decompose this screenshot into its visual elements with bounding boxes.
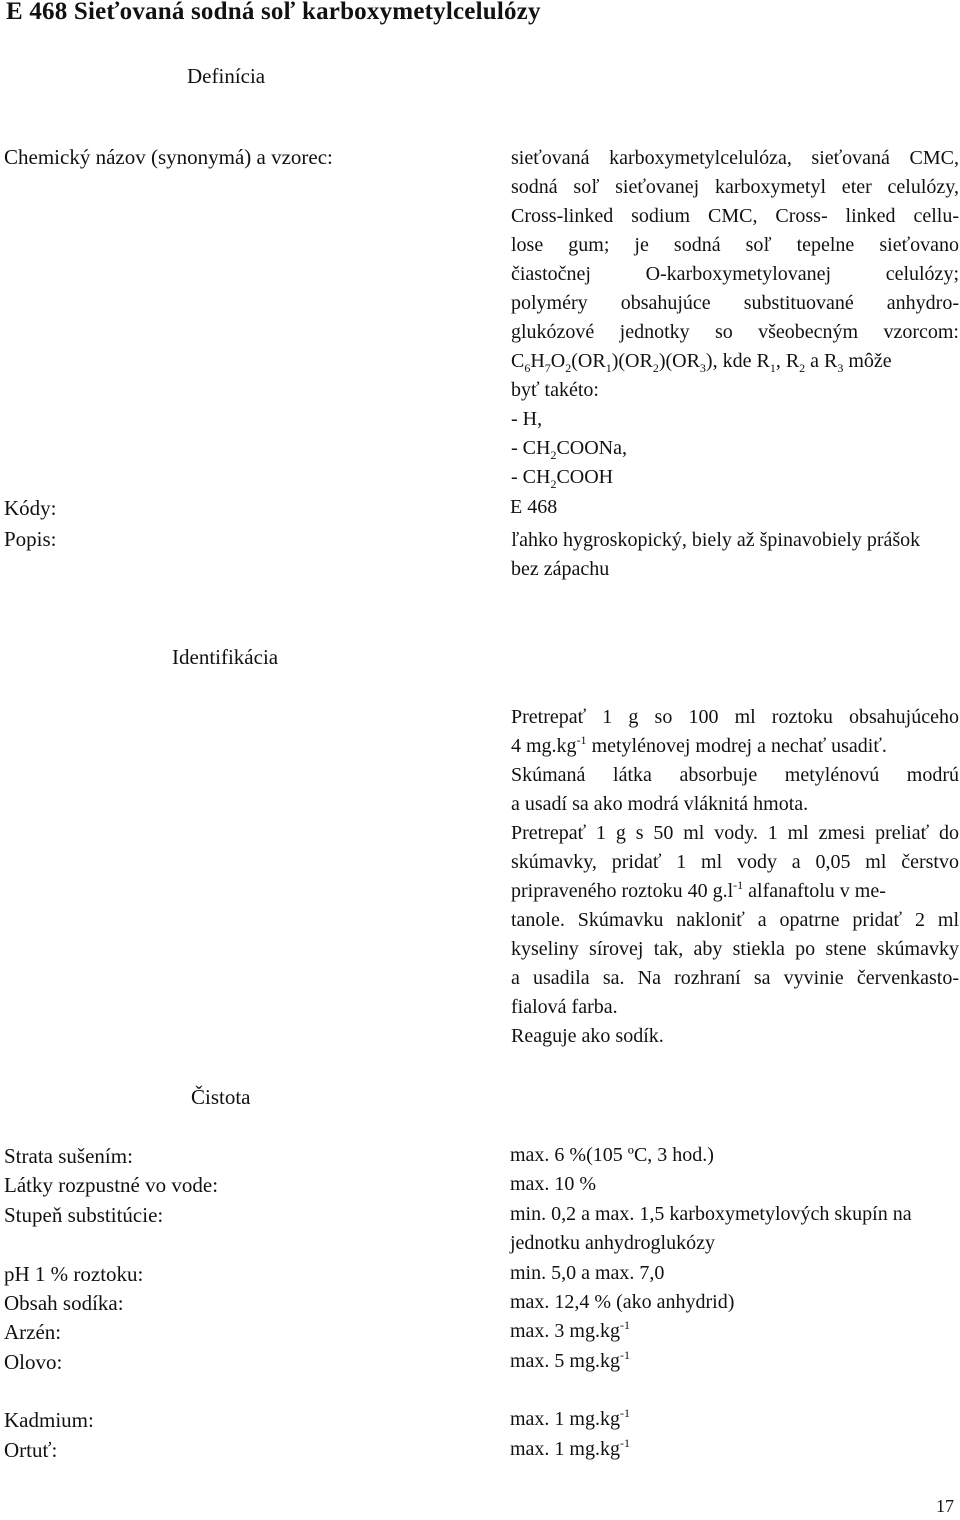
page-number: 17 bbox=[936, 1496, 954, 1516]
chemical-name-line: Cross-linked sodium CMC, Cross- linked cellu- bbox=[511, 205, 959, 227]
chemical-name-line: lose gum; je sodná soľ tepelne sieťovano bbox=[511, 234, 959, 256]
section-heading-cistota: Čistota bbox=[191, 1085, 251, 1109]
formula-continuation: byť takéto: bbox=[511, 379, 599, 401]
ph-label: pH 1 % roztoku: bbox=[4, 1262, 144, 1286]
section-heading-definicia: Definícia bbox=[187, 64, 266, 88]
cadmium-label: Kadmium: bbox=[4, 1408, 94, 1432]
substituent-group: - $CH_2COOH$ bbox=[511, 466, 614, 491]
lead-label: Olovo: bbox=[4, 1350, 63, 1374]
substitution-value: min. 0,2 a max. 1,5 karboxymetylových skupín na bbox=[510, 1203, 912, 1225]
chemical-name-label: Chemický názov (synonymá) a vzorec: bbox=[4, 145, 333, 169]
arsenic-label: Arzén: bbox=[4, 1320, 62, 1344]
ph-value: min. 5,0 a max. 7,0 bbox=[510, 1262, 665, 1284]
loss-on-drying-value: max. 6 %(105 ºC, 3 hod.) bbox=[510, 1144, 714, 1166]
substituent-group: - $CH_2COONa$, bbox=[511, 437, 627, 462]
description-line: ľahko hygroskopický, biely až špinavobiely prášok bbox=[511, 529, 921, 551]
cadmium-value: max. 1 $mg.kg^{-1}$ bbox=[510, 1406, 630, 1430]
identification-line: 4 $mg.kg^{-1}$ metylénovej modrej a nechať usadiť. bbox=[511, 733, 887, 757]
identification-line: fialová farba. bbox=[511, 996, 618, 1018]
water-soluble-value: max. 10 % bbox=[510, 1173, 597, 1195]
identification-line: skúmavky, pridať 1 ml vody a 0,05 ml čerstvo bbox=[511, 851, 959, 873]
description-value bbox=[511, 526, 959, 584]
chemical-name-line: glukózové jednotky so všeobecným vzorcom: bbox=[511, 321, 959, 343]
identification-line: Reaguje ako sodík. bbox=[511, 1025, 664, 1047]
mercury-value: max. 1 $mg.kg^{-1}$ bbox=[510, 1436, 630, 1460]
general-formula: $C_6H_7O_2(OR_1)(OR_2)(OR_3)$, kde $R_1$, $R_2$ a $R_3$ môže bbox=[511, 350, 892, 375]
arsenic-value: max. 3 $mg.kg^{-1}$ bbox=[510, 1318, 630, 1342]
water-soluble-label: Látky rozpustné vo vode: bbox=[4, 1173, 219, 1197]
lead-value: max. 5 $mg.kg^{-1}$ bbox=[510, 1348, 630, 1372]
description-line: bez zápachu bbox=[511, 558, 610, 580]
identification-line: Skúmaná látka absorbuje metylénovú modrú bbox=[511, 764, 959, 786]
chemical-name-block bbox=[511, 144, 959, 492]
chemical-name-line: polyméry obsahujúce substituované anhydro- bbox=[511, 292, 959, 314]
codes-label: Kódy: bbox=[4, 496, 57, 520]
identification-line: Pretrepať 1 g so 100 ml roztoku obsahujúceho bbox=[511, 706, 959, 728]
chemical-name-line: čiastočnej O-karboxymetylovanej celulózy; bbox=[511, 263, 959, 285]
identification-line: pripraveného roztoku 40 $g.l^{-1}$ alfanaftolu v me- bbox=[511, 878, 886, 902]
mercury-label: Ortuť: bbox=[4, 1438, 58, 1462]
identification-block bbox=[511, 703, 959, 1051]
sodium-value: max. 12,4 % (ako anhydrid) bbox=[510, 1291, 735, 1313]
chemical-name-line: sodná soľ sieťovanej karboxymetyl eter celulózy, bbox=[511, 176, 959, 198]
document-title: E 468 Sieťovaná sodná soľ karboxymetylcelulózy bbox=[6, 0, 541, 25]
codes-value: E 468 bbox=[510, 496, 558, 518]
substitution-value-cont: jednotku anhydroglukózy bbox=[510, 1232, 715, 1254]
identification-line: kyseliny sírovej tak, aby stiekla po stene skúmavky bbox=[511, 938, 959, 960]
substitution-label: Stupeň substitúcie: bbox=[4, 1203, 164, 1227]
identification-line: Pretrepať 1 g s 50 ml vody. 1 ml zmesi preliať do bbox=[511, 822, 959, 844]
identification-line: tanole. Skúmavku nakloniť a opatrne pridať 2 ml bbox=[511, 909, 959, 931]
identification-line: a usadí sa ako modrá vláknitá hmota. bbox=[511, 793, 809, 815]
chemical-name-line: sieťovaná karboxymetylcelulóza, sieťovaná CMC, bbox=[511, 147, 959, 169]
description-label: Popis: bbox=[4, 527, 57, 551]
loss-on-drying-label: Strata sušením: bbox=[4, 1144, 133, 1168]
substituent-group: - H, bbox=[511, 408, 543, 430]
sodium-label: Obsah sodíka: bbox=[4, 1291, 124, 1315]
section-heading-identifikacia: Identifikácia bbox=[172, 645, 279, 669]
identification-line: a usadila sa. Na rozhraní sa vyvinie červenkasto- bbox=[511, 967, 959, 989]
